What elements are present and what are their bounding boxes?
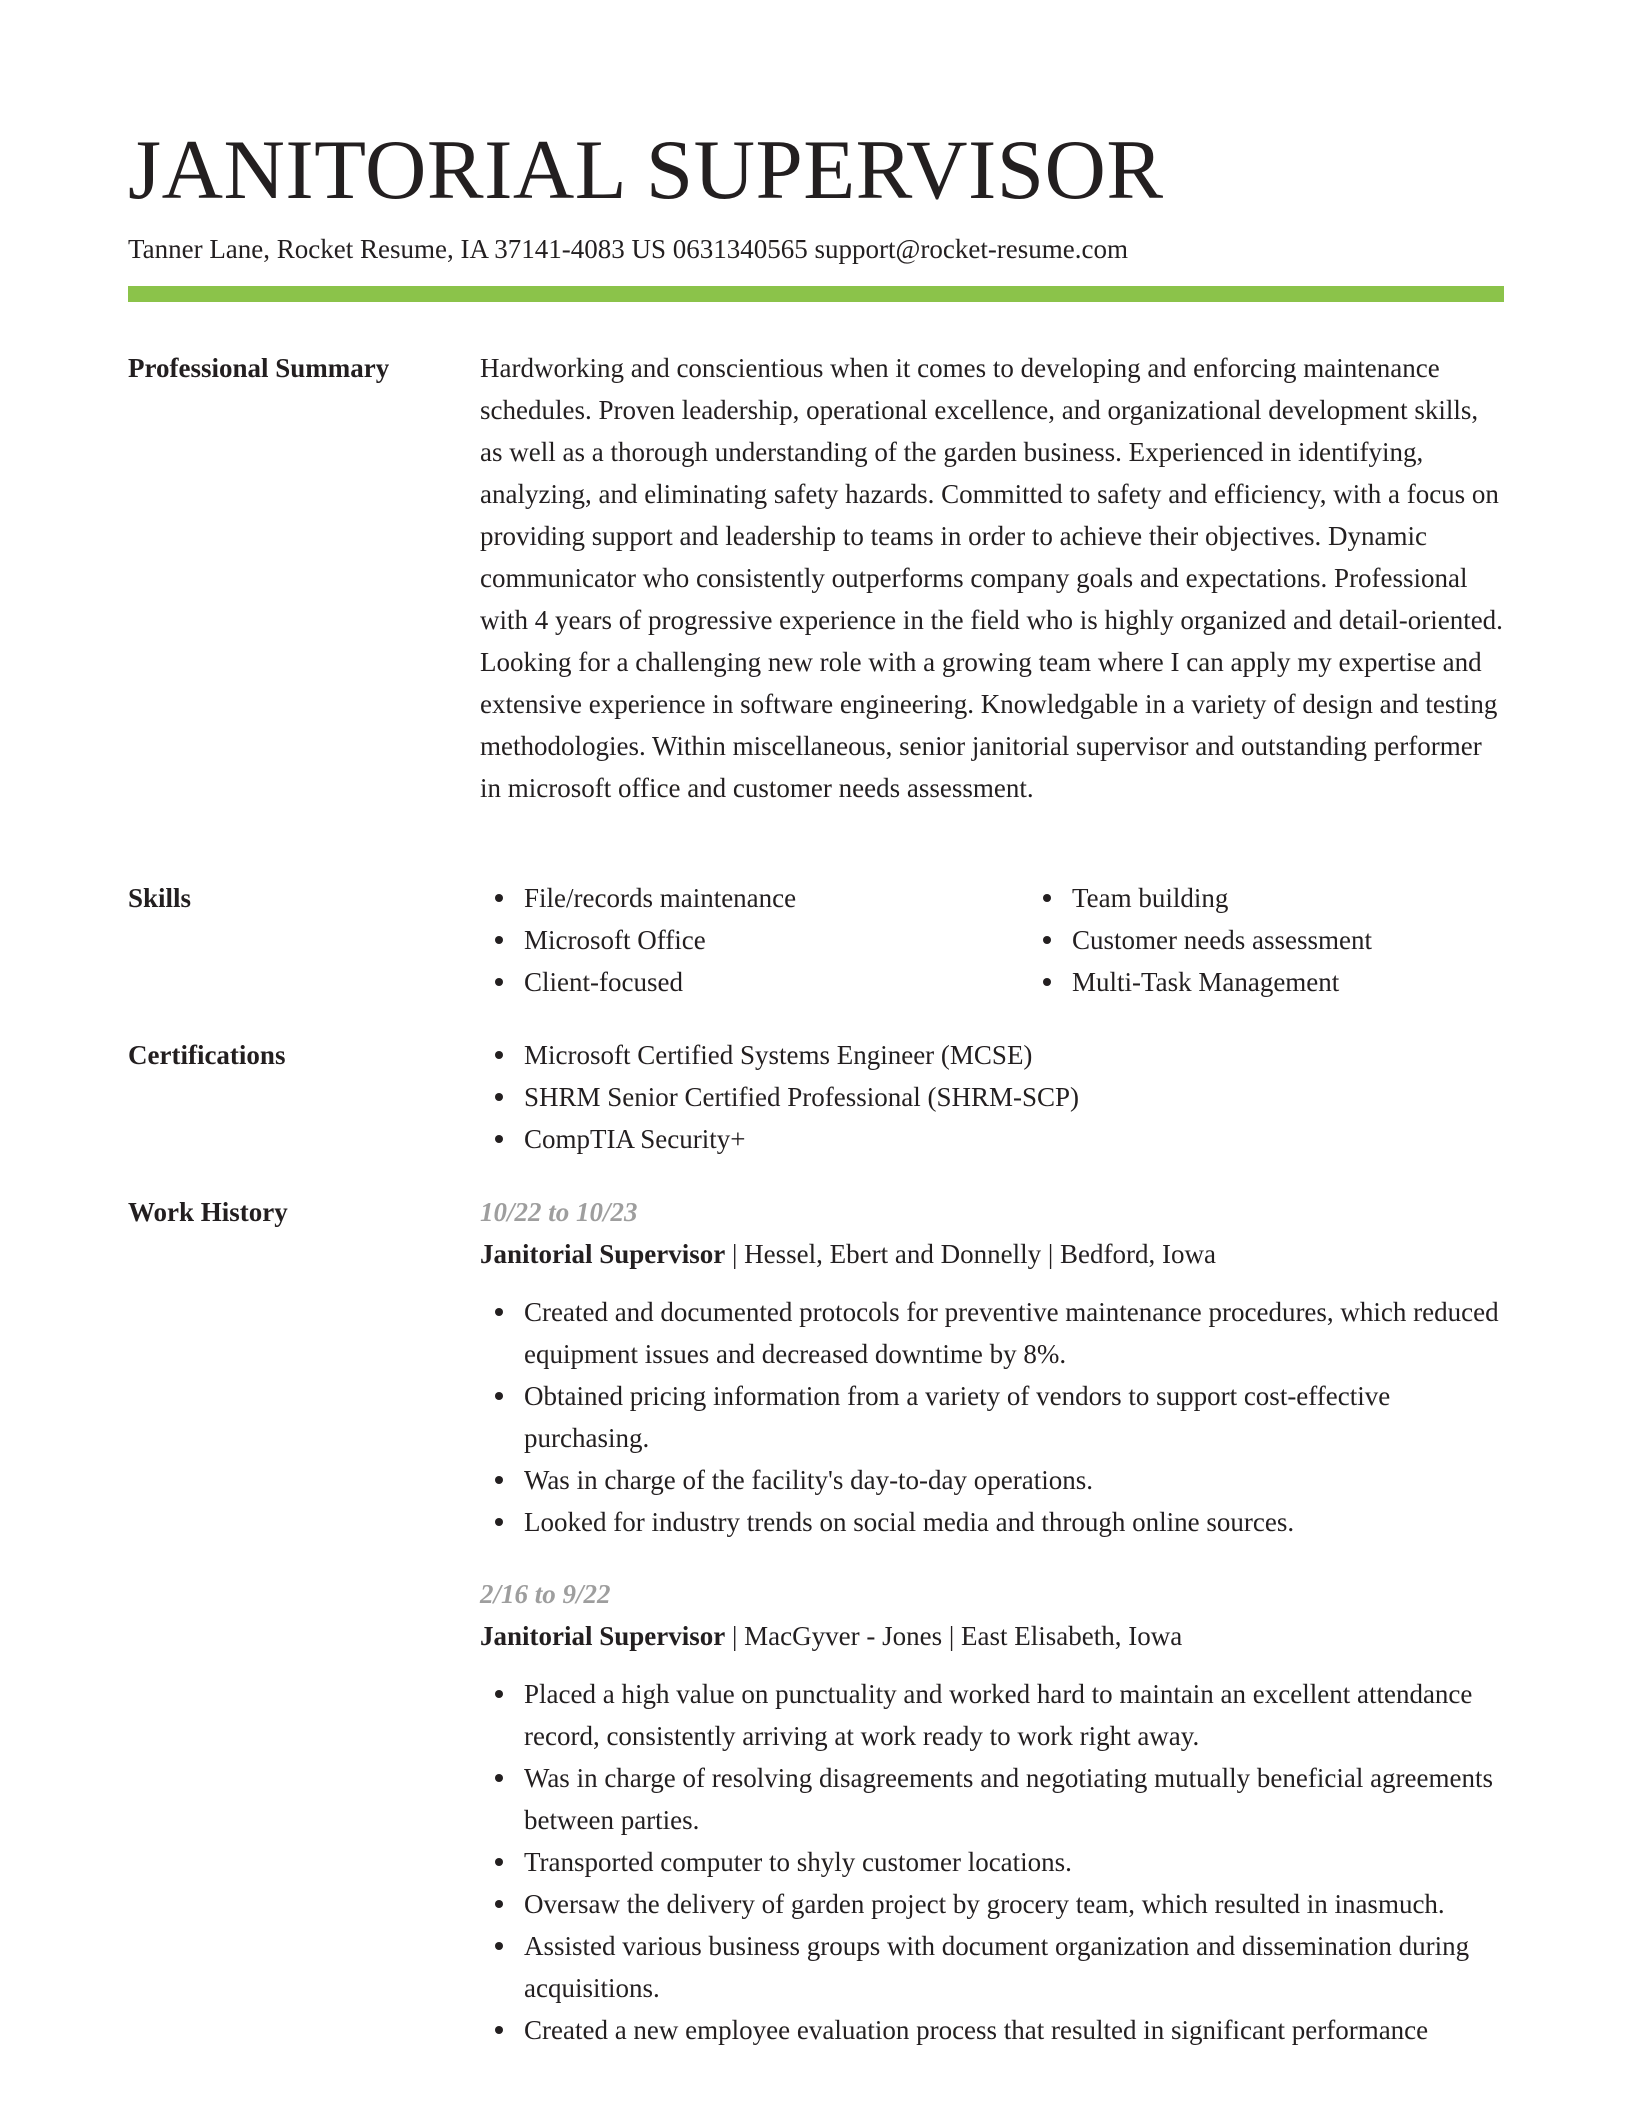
contact-line: Tanner Lane, Rocket Resume, IA 37141-4083 US 0631340565 support@rocket-resume.com xyxy=(128,234,1129,264)
skill-item: Multi-Task Management xyxy=(1072,961,1532,1003)
job-bullet: Was in charge of resolving disagreements and negotiating mutually beneficial agreements between parties. xyxy=(524,1757,1504,1841)
skill-item: Microsoft Office xyxy=(524,919,984,961)
summary-heading: Professional Summary xyxy=(128,353,390,383)
job-employer-location: | Hessel, Ebert and Donnelly | Bedford, Iowa xyxy=(725,1239,1216,1269)
certifications-heading: Certifications xyxy=(128,1040,286,1070)
job-bullet: Placed a high value on punctuality and worked hard to maintain an excellent attendance record, consistently arriving at work ready to work right away. xyxy=(524,1673,1504,1757)
summary-body xyxy=(480,347,1504,809)
job-dates: 2/16 to 9/22 xyxy=(480,1579,611,1609)
resume-name: JANITORIAL SUPERVISOR xyxy=(128,123,1164,217)
certification-item: Microsoft Certified Systems Engineer (MCSE) xyxy=(524,1034,1504,1076)
skill-item: File/records maintenance xyxy=(524,877,984,919)
skill-item: Customer needs assessment xyxy=(1072,919,1532,961)
job-bullet: Assisted various business groups with document organization and dissemination during acquisitions. xyxy=(524,1925,1504,2009)
certification-item: CompTIA Security+ xyxy=(524,1118,1504,1160)
certifications-list xyxy=(480,1034,1504,1160)
job-bullet: Was in charge of the facility's day-to-day operations. xyxy=(524,1459,1504,1501)
job-employer-location: | MacGyver - Jones | East Elisabeth, Iowa xyxy=(725,1621,1183,1651)
work-history-heading: Work History xyxy=(128,1197,288,1227)
job-bullets xyxy=(480,1673,1504,2051)
job-bullet: Oversaw the delivery of garden project by grocery team, which resulted in inasmuch. xyxy=(524,1883,1504,1925)
certification-item: SHRM Senior Certified Professional (SHRM-SCP) xyxy=(524,1076,1504,1118)
skills-column-right xyxy=(1028,877,1532,1003)
job-title-line xyxy=(480,1615,1504,1657)
job-bullet: Obtained pricing information from a variety of vendors to support cost-effective purchasing. xyxy=(524,1375,1504,1459)
job-entry xyxy=(480,1191,1504,1543)
accent-divider xyxy=(128,286,1504,302)
skill-item: Client-focused xyxy=(524,961,984,1003)
summary-text: Hardworking and conscientious when it comes to developing and enforcing maintenance schedules. Proven leadership, operational excellence, and organizational development skills, as well as a thorough understanding of the garden business. Experienced in identifying, analyzing, and eliminating safety hazards. Committed to safety and efficiency, with a focus on providing support and leadership to teams in order to achieve their objectives. Dynamic communicator who consistently outperforms company goals and expectations. Professional with 4 years of progressive experience in the field who is highly organized and detail-oriented. Looking for a challenging new role with a growing team where I can apply my expertise and extensive experience in software engineering. Knowledgable in a variety of design and testing methodologies. Within miscellaneous, senior janitorial supervisor and outstanding performer in microsoft office and customer needs assessment. xyxy=(480,353,1503,803)
certifications-body xyxy=(480,1034,1504,1160)
work-history-body xyxy=(480,1191,1504,2051)
job-bullet: Transported computer to shyly customer locations. xyxy=(524,1841,1504,1883)
job-entry xyxy=(480,1573,1504,2051)
job-dates: 10/22 to 10/23 xyxy=(480,1197,638,1227)
job-bullets xyxy=(480,1291,1504,1543)
job-bullet: Created and documented protocols for preventive maintenance procedures, which reduced equipment issues and decreased downtime by 8%. xyxy=(524,1291,1504,1375)
job-spacer xyxy=(480,1543,1504,1573)
skill-item: Team building xyxy=(1072,877,1532,919)
job-title: Janitorial Supervisor xyxy=(480,1239,726,1269)
job-bullet: Looked for industry trends on social media and through online sources. xyxy=(524,1501,1504,1543)
skills-column-left xyxy=(480,877,984,1003)
job-bullet: Created a new employee evaluation process that resulted in significant performance xyxy=(524,2009,1504,2051)
job-title: Janitorial Supervisor xyxy=(480,1621,726,1651)
job-title-line xyxy=(480,1233,1504,1275)
skills-body xyxy=(480,877,1504,1003)
skills-heading: Skills xyxy=(128,883,192,913)
